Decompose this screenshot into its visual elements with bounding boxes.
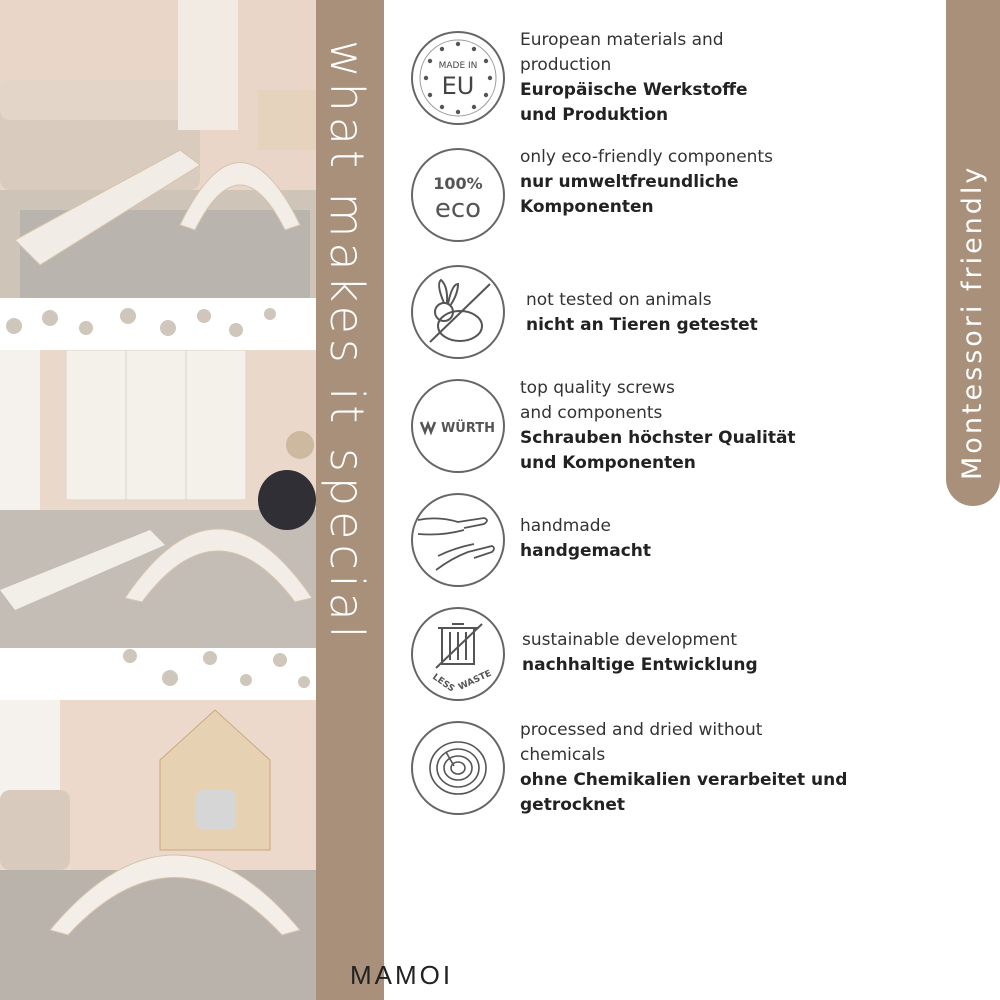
- made-in-eu-icon: [408, 28, 508, 128]
- feature-de: ohne Chemikalien verarbeitet und getrocknet: [520, 770, 848, 815]
- wood-log-icon: [408, 718, 508, 818]
- product-photo-playroom-arch: [0, 700, 316, 1000]
- handmade-icon: [408, 490, 508, 590]
- feature-text: [520, 718, 950, 818]
- icon-text: EU: [441, 72, 475, 100]
- feature-text: [520, 28, 950, 128]
- product-photo-living-room-ramp: [0, 0, 316, 298]
- feature-text: [520, 514, 950, 564]
- feature-en: not tested on animals: [526, 290, 712, 310]
- feature-en: top quality screws and components: [520, 378, 675, 423]
- brand-logo-text: MAMOI: [350, 960, 454, 990]
- feature-en: processed and dried without chemicals: [520, 720, 763, 765]
- feature-en: sustainable development: [522, 630, 738, 650]
- feature-text: [526, 288, 956, 338]
- feature-de: Europäische Werkstoffe und Produktion: [520, 80, 748, 125]
- less-waste-icon: [408, 604, 508, 704]
- feature-en: European materials and production: [520, 30, 724, 75]
- icon-text: LESS: [430, 672, 457, 695]
- feature-text: [520, 376, 950, 476]
- icon-text: WASTE: [457, 668, 494, 693]
- icon-text: eco: [434, 194, 482, 224]
- feature-en: handmade: [520, 516, 611, 536]
- wurth-icon: [408, 376, 508, 476]
- feature-de: nur umweltfreundliche Komponenten: [520, 172, 739, 217]
- icon-text: MADE IN: [438, 61, 478, 71]
- feature-de: handgemacht: [520, 541, 652, 561]
- feature-de: nicht an Tieren getestet: [526, 315, 758, 335]
- feature-text: [522, 628, 952, 678]
- decorative-dots: [0, 648, 316, 700]
- eco-100-icon: [408, 145, 508, 245]
- feature-text: [520, 145, 950, 220]
- icon-text: 100%: [433, 174, 483, 193]
- montessori-label-text: Montessori friendly: [957, 164, 988, 480]
- feature-en: only eco-friendly components: [520, 147, 773, 167]
- brand-logo: [350, 960, 453, 991]
- icon-text: WÜRTH: [440, 421, 496, 436]
- product-photo-bedroom-arch: [0, 350, 316, 648]
- feature-de: Schrauben höchster Qualität und Komponenten: [520, 428, 796, 473]
- side-title-text: what makes it special: [320, 40, 374, 644]
- no-animal-testing-icon: [408, 262, 508, 362]
- decorative-dots: [0, 298, 316, 350]
- feature-de: nachhaltige Entwicklung: [522, 655, 758, 675]
